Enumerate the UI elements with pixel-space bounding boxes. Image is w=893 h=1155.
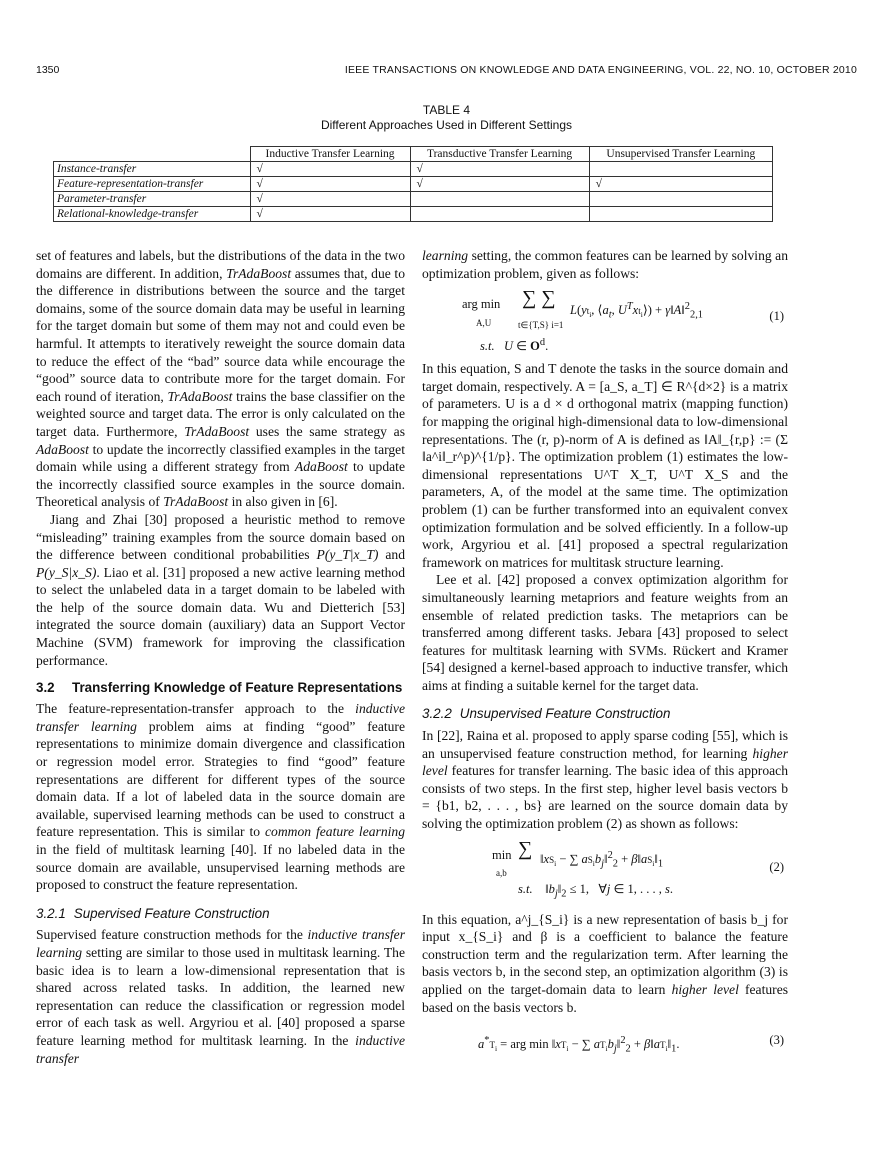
paragraph: In [22], Raina et al. proposed to apply sparse coding [55], which is an unsupervised feature construction method, for learning higher level features for transfer learning. The basic idea of this approach consists of two steps. In the first step, higher level basis vectors b = {b1, b2, . . . , bs} are learned on the source domain data by solving the optimization problem (2) as shown as follows:: [422, 728, 788, 832]
table-caption: [0, 103, 893, 133]
paragraph: The feature-representation-transfer approach to the inductive transfer learning problem aims at finding “good” feature representations to minimize domain divergence and classification or regression model error. Strategies to find “good” feature representations are different for different types of the source domain data. If a lot of labeled data in the source domain are available, supervised learning methods can be used to construct a feature representation. This is similar to common feature learning in the field of multitask learning [40]. If no labeled data in the source domain are available, unsupervised learning methods are proposed to construct the feature representation.: [36, 701, 405, 893]
table-row: [54, 162, 773, 177]
paragraph: learning setting, the common features can be learned by solving an optimization problem, given as follows:: [422, 248, 788, 281]
paragraph: In this equation, S and T denote the tasks in the source domain and target domain, respectively. A = [a_S, a_T] ∈ R^{d×2} is a matrix of parameters. U is a d × d orthogonal matrix (mapping function) for mapping the original high-dimensional data to low-dimensional representations. The (r, p)-norm of A is defined as ‖A‖_{r,p} := (Σ ‖a^i‖_r^p)^{1/p}. The optimization problem (1) estimates the low-dimensional representations U^T X_T, U^T X_S and the parameters, A, of the model at the same time. The optimization problem (1) can be further transformed into an equivalent convex optimization formulation and be solved efficiently. In a follow-up work, Argyriou et al. [41] proposed a spectral regularization framework on matrices for multitask structure learning.: [422, 361, 788, 570]
table-cell: [410, 192, 589, 207]
equation-number: (3): [769, 1033, 784, 1048]
table-cell: √: [250, 192, 410, 207]
table-row: [54, 207, 773, 222]
subsection-heading: 3.2.1 Supervised Feature Construction: [36, 905, 270, 921]
equation-2: min a,b ∑ $‖xS_i$ − ∑ $aS_ib_j‖^2_2$ + $\beta‖aS_i‖_1$ s.t. $‖b_j‖_2 \le 1$, ∀j ∈ 1, . . . , s. (2): [492, 837, 784, 900]
table-label: TABLE 4: [422, 103, 471, 117]
table-col-header: Transductive Transfer Learning: [410, 147, 589, 162]
table-cell: √: [250, 177, 410, 192]
table-corner: [54, 147, 251, 162]
table-row-label: Parameter-transfer: [54, 192, 251, 207]
paragraph: set of features and labels, but the distributions of the data in the two domains are different. In addition, TrAdaBoost assumes that, due to the difference in distributions between the source and the target domains, some of the source domain data may be useful in learning for the target domain but some of them may not and could even be harmful. It attempts to iteratively reweight the source domain data to reduce the effect of the “bad” source data while encourage the “good” source data to contribute more for the target domain. For each round of iteration, TrAdaBoost trains the base classifier on the weighted source and target data. The error is only calculated on the target data. Furthermore, TrAdaBoost uses the same strategy as AdaBoost to update the incorrectly classified examples in the target domain while using a different strategy from AdaBoost to update the incorrectly classified source examples in the source domain. Theoretical analysis of TrAdaBoost in also given in [6].: [36, 248, 406, 510]
table-cell: [410, 207, 589, 222]
table-cell: √: [589, 177, 772, 192]
paragraph: Jiang and Zhai [30] proposed a heuristic method to remove “misleading” training examples from the source domain based on the difference between conditional probabilities P(y_T|x_T) and P(y_S|x_S). Liao et al. [31] proposed a new active learning method to select the unlabeled data in a target domain to be labeled with the help of the source domain data. Wu and Dietterich [53] integrated the source domain (auxiliary) data an Support Vector Machine (SVM) framework for improving the classification performance.: [36, 511, 406, 668]
equation-1: arg min A,U ∑ ∑ $L(yt_i$, $⟨a_t$, $U^Txt_i⟩$) + γ‖A‖$^2_{2,1}$ t∈{T,S} i=1 s.t. U ∈ $O^d$. (1): [462, 287, 784, 354]
table-col-header: Inductive Transfer Learning: [250, 147, 410, 162]
table-row: [54, 192, 773, 207]
table-header-row: [54, 147, 773, 162]
page-number: 1350: [36, 64, 60, 76]
table-cell: [589, 162, 772, 177]
table-title: Different Approaches Used in Different Settings: [320, 118, 573, 132]
journal-title: IEEE TRANSACTIONS ON KNOWLEDGE AND DATA ENGINEERING, VOL. 22, NO. 10, OCTOBER 2010: [344, 64, 857, 76]
right-column: [422, 247, 788, 1076]
approaches-table: [53, 146, 773, 222]
paragraph: In this equation, a^j_{S_i} is a new representation of basis b_j for input x_{S_i} and β is a coefficient to balance the feature construction term and the regularization term. After learning the basis vectors b, in the second step, an optimization algorithm (3) is applied on the target-domain data to learn higher level features based on the basis vectors b.: [422, 911, 789, 1015]
paragraph: Lee et al. [42] proposed a convex optimization algorithm for simultaneously learning metapriors and feature weights from an ensemble of related prediction tasks. The metapriors can be transferred among different tasks. Jebara [43] proposed to select features for multitask learning with SVMs. Rückert and Kramer [54] designed a kernel-based approach to inductive transfer, which aims at finding a suitable kernel for the target data.: [422, 572, 788, 693]
table-cell: [589, 192, 772, 207]
table-col-header: Unsupervised Transfer Learning: [589, 147, 772, 162]
equation-number: (2): [769, 859, 784, 874]
section-heading: 3.2 Transferring Knowledge of Feature Representations: [36, 680, 403, 696]
subsection-heading: 3.2.2 Unsupervised Feature Construction: [422, 706, 671, 722]
table-cell: √: [250, 207, 410, 222]
table-row-label: Feature-representation-transfer: [54, 177, 251, 192]
equation-3: $a^*T_i$ = arg $\min ‖xT_i$ − ∑ $aT_ib_j‖^2_2$ + $\beta‖aT_i‖_1$. (3): [478, 1033, 784, 1055]
table-cell: √: [410, 177, 589, 192]
running-header: [36, 64, 857, 80]
paragraph: Supervised feature construction methods for the inductive transfer learning setting are similar to those used in multitask learning. The basic idea is to learn a low-dimensional representation that is shared across related tasks. In addition, the learned new representation can reduce the classification or regression model error of each task as well. Argyriou et al. [40] proposed a sparse feature learning method for multitask learning. In the inductive transfer: [36, 927, 405, 1066]
table-cell: √: [410, 162, 589, 177]
table-cell: [589, 207, 772, 222]
table-row: [54, 177, 773, 192]
table-row-label: Relational-knowledge-transfer: [54, 207, 251, 222]
table-cell: √: [250, 162, 410, 177]
table-row-label: Instance-transfer: [54, 162, 251, 177]
equation-number: (1): [769, 309, 784, 324]
left-column: [36, 247, 405, 1067]
